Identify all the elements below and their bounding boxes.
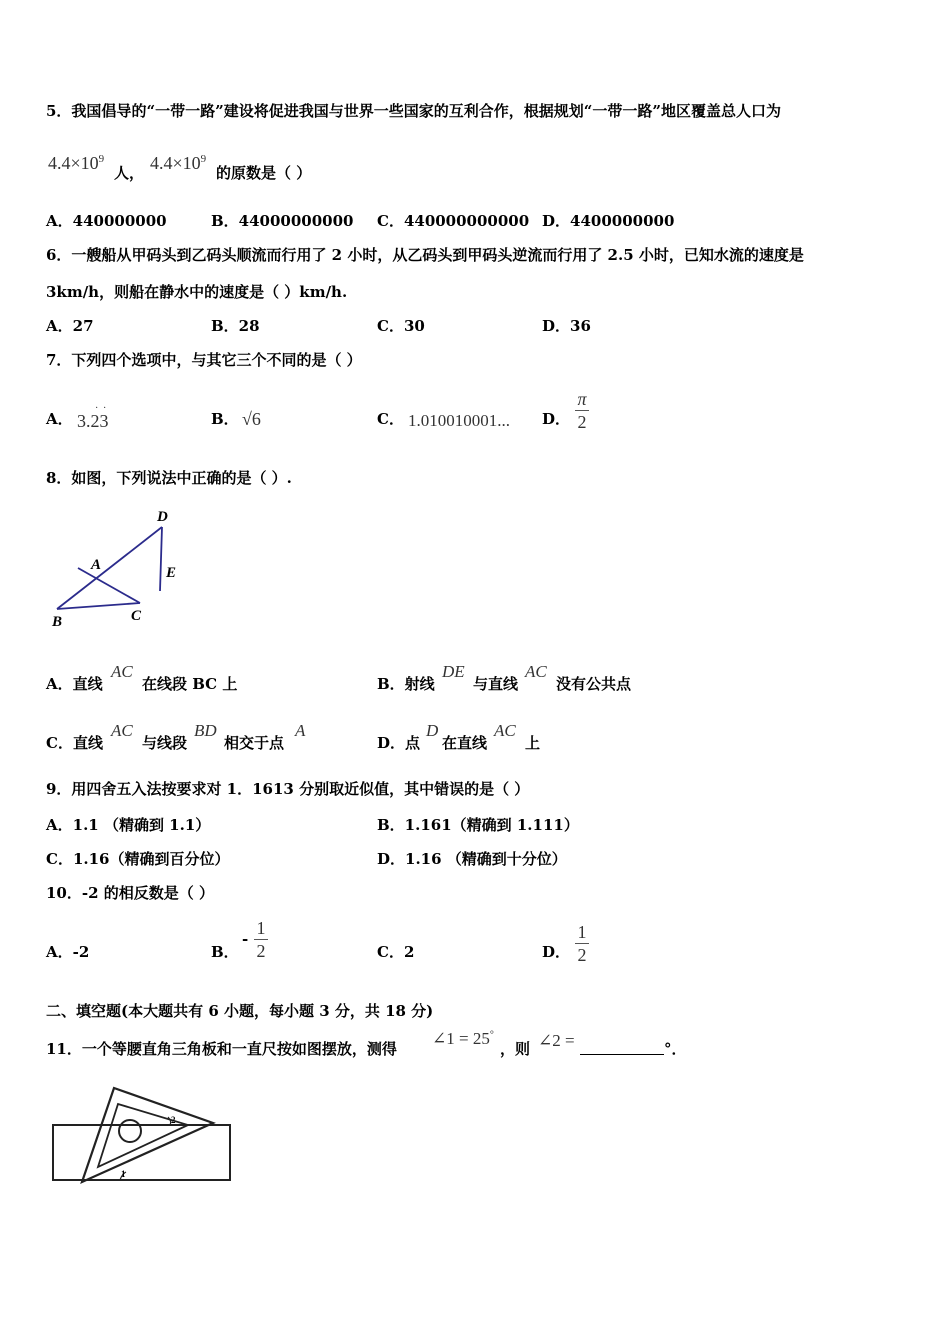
q5-stem: 5．我国倡导的“一带一路”建设将促进我国与世界一些国家的互利合作，根据规划“一带一路”地区覆盖总人口为 [46,102,781,120]
triangle-inner [98,1104,188,1167]
q11-math1: ∠1 = 25° [432,1029,494,1048]
q5-text-ren: 人， [114,164,145,182]
q10-option-c[interactable]: C．2 [377,943,415,961]
q5-math-b: $4.4\times 10^9$ [150,153,207,173]
q7-option-b-math: √6 [242,409,261,429]
angle-2-label: 2 [171,1115,176,1125]
q8-option-b-text1: 与直线 [473,675,519,693]
q8-geometry-figure [40,500,200,635]
q8-option-c-text2: 相交于点 [224,734,285,752]
q11-tail: °． [664,1040,687,1058]
label-a: A [91,557,102,573]
q11-stem: 11．一个等腰直角三角板和一直尺按如图摆放，测得 [46,1040,397,1058]
segment-bc [57,603,140,609]
q7-option-d-label[interactable]: D． [542,410,571,428]
q8-option-c-label[interactable]: C．直线 [46,734,103,752]
q7-option-a-math: 3.23 [77,411,109,431]
q9-option-a[interactable]: A．1.1 （精确到 1.1） [46,816,211,834]
q8-option-b-label[interactable]: B．射线 [377,675,435,693]
ray-de [160,527,162,591]
q8-option-c-math1: AC [111,721,133,740]
triangle-outer [82,1088,213,1182]
q7-option-d-fraction: π 2 [575,390,589,431]
q7-option-c-label[interactable]: C． [377,410,404,428]
q7-stem: 7．下列四个选项中，与其它三个不同的是（ ） [46,351,362,369]
q8-option-c-math2: BD [194,721,217,740]
q10-option-d-fraction: 1 2 [575,923,589,964]
q5-option-a[interactable]: A．440000000 [46,212,167,230]
q5-text-tail: 的原数是（ ） [216,164,312,182]
q6-option-a[interactable]: A．27 [46,317,94,335]
q9-option-c[interactable]: C．1.16（精确到百分位） [46,850,230,868]
q8-option-a-label[interactable]: A．直线 [46,675,103,693]
q5-math-a: $4.4\times 10^9$ [48,153,105,173]
q8-option-c-math3: A [295,721,306,740]
q11-math2: ∠2 = [538,1031,575,1050]
label-e: E [166,565,177,581]
q8-option-d-label[interactable]: D．点 [377,734,421,752]
q8-option-b-math1: DE [442,662,465,681]
q6-option-c[interactable]: C．30 [377,317,425,335]
label-b: B [52,614,63,630]
q11-answer-blank[interactable] [580,1040,664,1058]
q10-option-b-fraction: 1 2 [254,919,268,960]
q10-option-b-sign: - [242,930,249,948]
q8-option-c-text1: 与线段 [142,734,188,752]
q9-stem: 9．用四舍五入法按要求对 1．1613 分别取近似值，其中错误的是（ ） [46,780,530,798]
q10-option-d-label[interactable]: D． [542,943,571,961]
label-d: D [157,509,168,525]
q8-option-d-math1: D [426,721,439,740]
q5-option-c[interactable]: C．440000000000 [377,212,530,230]
q8-option-a-math: AC [111,662,133,681]
q6-line1: 6．一艘船从甲码头到乙码头顺流而行用了 2 小时，从乙码头到甲码头逆流而行用了 2.5 小时，已知水流的速度是 [46,246,804,264]
q8-option-b-math2: AC [525,662,547,681]
q7-option-c-math: 1.010010001... [408,411,510,430]
q5-option-d[interactable]: D．4400000000 [542,212,675,230]
q10-option-a[interactable]: A．-2 [46,943,90,961]
q7-option-a-label[interactable]: A． [46,410,73,428]
q6-option-b[interactable]: B．28 [211,317,260,335]
q10-option-b-label[interactable]: B． [211,943,239,961]
angle-1-label: 1 [121,1169,126,1179]
q6-line2: 3km/h，则船在静水中的速度是（ ）km/h. [46,283,348,301]
q8-option-d-text1: 在直线 [442,734,488,752]
q7-option-b-label[interactable]: B． [211,410,239,428]
q6-option-d[interactable]: D．36 [542,317,591,335]
segment-bd [57,527,162,609]
label-c: C [131,608,142,624]
repeating-dot-icon: · [103,403,107,414]
q8-option-d-text2: 上 [525,734,541,752]
q9-option-d[interactable]: D．1.16 （精确到十分位） [377,850,567,868]
q8-option-b-text2: 没有公共点 [556,675,632,693]
q11-mid: ，则 [500,1040,531,1058]
triangle-hole [119,1120,141,1142]
q10-stem: 10．-2 的相反数是（ ） [46,884,214,902]
q8-stem: 8．如图，下列说法中正确的是（ ）. [46,469,292,487]
q9-option-b[interactable]: B．1.161（精确到 1.111） [377,816,579,834]
section2-heading: 二、填空题(本大题共有 6 小题，每小题 3 分，共 18 分) [46,1002,434,1020]
q5-option-b[interactable]: B．44000000000 [211,212,354,230]
q8-option-a-text: 在线段 BC 上 [142,675,238,693]
q11-triangle-ruler-figure [48,1080,238,1190]
q8-option-d-math2: AC [494,721,516,740]
repeating-dot-icon: · [95,403,99,414]
